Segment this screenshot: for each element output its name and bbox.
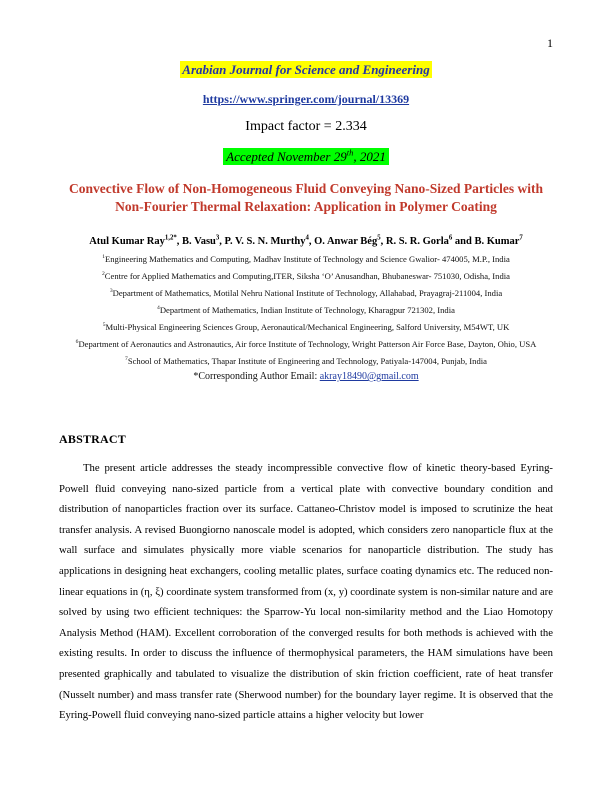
affiliation-4: $^4$Department of Mathematics, Indian Institute of Technology, Kharagpur 721302, India [157, 305, 455, 315]
author: R. S. R. Gorla$^6$ [385, 234, 453, 247]
journal-url-line [0, 92, 612, 107]
affiliation-2: $^2$Centre for Applied Mathematics and Computing,ITER, Siksha ‘O’ Anusandhan, Bhubaneswar- 751030, Odisha, India [102, 271, 510, 281]
impact-factor: Impact factor = 2.334 [245, 119, 367, 134]
corresponding-author: *Corresponding Author Email: akray18490@gmail.com [193, 371, 419, 382]
author: O. Anwar Bég$^5$ [314, 234, 381, 247]
author: P. V. S. N. Murthy$^4$ [224, 234, 309, 247]
abstract-body [59, 458, 553, 726]
accepted-line [0, 149, 612, 165]
title-line-1: Convective Flow of Non-Homogeneous Fluid Conveying Nano-Sized Particles with [69, 181, 543, 196]
author: B. Kumar$^7$ [474, 234, 523, 247]
author: Atul Kumar Ray$^{1,2*}$ [89, 234, 177, 247]
author: B. Vasu$^3$ [182, 234, 220, 247]
page-number: 1 [547, 36, 553, 50]
affiliations [0, 254, 612, 382]
affiliation-1: $^1$Engineering Mathematics and Computing, Madhav Institute of Technology and Science Gwalior- 474005, M.P., India [102, 254, 510, 264]
abstract-heading: ABSTRACT [59, 432, 126, 446]
affiliation-6: $^6$Department of Aeronautics and Astronautics, Air force Institute of Technology, Wright Patterson Air Force Base, Dayton, Ohio, USA [75, 339, 537, 349]
journal-name-line [0, 62, 612, 78]
journal-link[interactable]: https://www.springer.com/journal/13369 [202, 92, 410, 106]
accepted-date: Accepted November 29th, 2021 [223, 148, 389, 165]
author-list: Atul Kumar Ray$^{1,2*}$, B. Vasu$^3$, P. V. S. N. Murthy$^4$, O. Anwar Bég$^5$, R. S. R. Gorla$^6$ and B. Kumar$^7$ [89, 234, 523, 247]
affiliation-7: $^7$School of Mathematics, Thapar Institute of Engineering and Technology, Patiyala-147004, Punjab, India [125, 356, 487, 366]
affiliation-5: $^5$Multi-Physical Engineering Sciences Group, Aeronautical/Mechanical Engineering, Salford University, M54WT, UK [102, 322, 510, 332]
paper-title [0, 180, 612, 216]
abstract-paragraph: The present article addresses the steady incompressible convective flow of kinetic theory-based Eyring-Powell fluid conveying nano-sized particle from a vertical plate with convective boundary condition and distribution of nanoparticles fraction over its surface. Cattaneo-Christov model is imposed to scrutinize the heat transfer analysis. A revised Buongiorno nanoscale model is adopted, which considers zero nanoparticle flux at the wall surface and simulates physically more viable scenarios for nanoparticle distribution. The study has applications in designing heat exchangers, cooling metallic plates, surface coating dynamics etc. The reduced non-linear equations in (η, ξ) coordinate system transformed from (x, y) coordinate system is non-similar nature and are solved by using two efficient techniques: the Sparrow-Yu local non-similarity method and the Liao Homotopy Analysis Method (HAM). Excellent corroboration of the converged results for both methods is achieved with the existing results. In order to discuss the influence of thermophysical parameters, the HAM simulations have been presented graphically and tabulated to visualize the distribution of skin friction coefficient, rate of heat transfer (Nusselt number) and mass transfer rate (Sherwood number) for the boundary layer regime. It is observed that the Eyring-Powell fluid conveying nano-sized particle attains a higher velocity but lower [59, 462, 553, 722]
corresponding-email[interactable]: akray18490@gmail.com [319, 371, 419, 382]
journal-name: Arabian Journal for Science and Engineering [182, 62, 430, 77]
title-line-2: Non-Fourier Thermal Relaxation: Application in Polymer Coating [115, 199, 497, 214]
affiliation-3: $^3$Department of Mathematics, Motilal Nehru National Institute of Technology, Allahabad, Prayagraj-211004, India [109, 288, 503, 298]
